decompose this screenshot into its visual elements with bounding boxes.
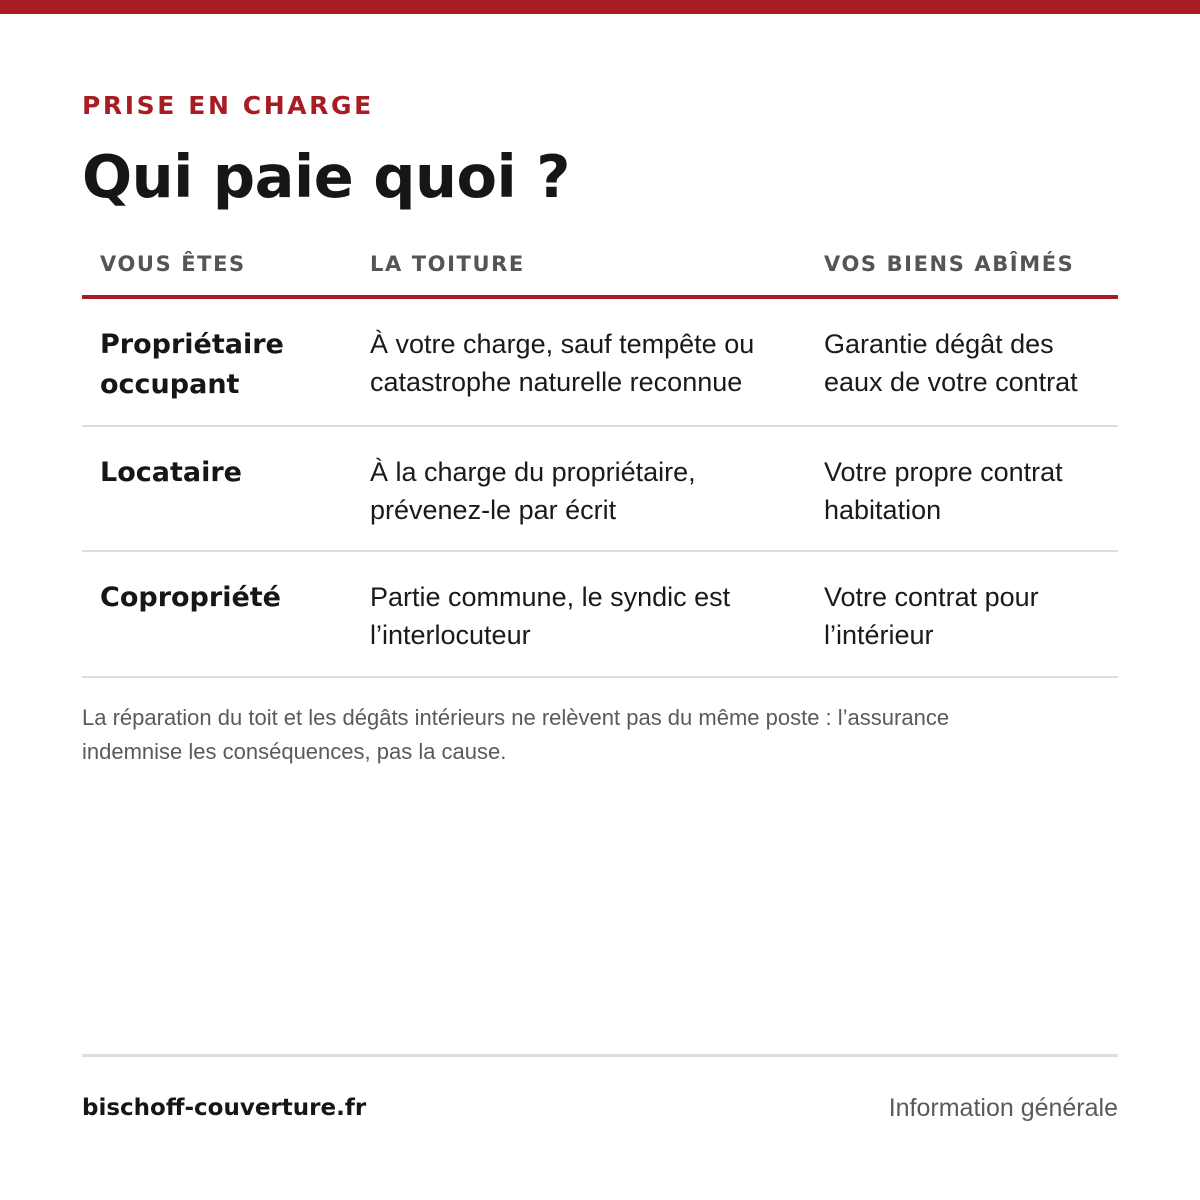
goods-cell <box>824 453 1118 529</box>
profile-cell <box>100 325 350 405</box>
roof-cell <box>370 325 806 401</box>
goods-cell <box>824 578 1118 654</box>
profile-line: occupant <box>100 369 240 400</box>
column-header-profile: VOUS ÊTES <box>100 252 246 276</box>
top-accent-bar <box>0 0 1200 14</box>
column-header-goods: VOS BIENS ABÎMÉS <box>824 252 1075 276</box>
roof-line: prévenez-le par écrit <box>370 495 617 525</box>
website-label: bischoff-couverture.fr <box>82 1095 367 1121</box>
profile-line: Propriétaire <box>100 329 284 360</box>
goods-line: Votre contrat pour <box>824 582 1039 612</box>
goods-line: habitation <box>824 495 942 525</box>
table-row <box>82 427 1118 552</box>
footnote <box>82 701 1118 769</box>
goods-line: Votre propre contrat <box>824 457 1063 487</box>
profile-cell <box>100 578 350 618</box>
table-row <box>82 552 1118 678</box>
profile-cell <box>100 453 350 493</box>
goods-line: l’intérieur <box>824 620 934 650</box>
table-row <box>82 299 1118 427</box>
column-header-roof: LA TOITURE <box>370 252 525 276</box>
goods-line: eaux de votre contrat <box>824 367 1078 397</box>
table-header <box>82 240 1118 299</box>
roof-cell <box>370 578 806 654</box>
goods-line: Garantie dégât des <box>824 329 1054 359</box>
footer-divider <box>82 1054 1118 1057</box>
responsibility-table <box>82 240 1118 678</box>
profile-line: Copropriété <box>100 582 281 613</box>
roof-line: catastrophe naturelle reconnue <box>370 367 743 397</box>
info-label: Information générale <box>888 1094 1118 1122</box>
roof-cell <box>370 453 806 529</box>
roof-line: À votre charge, sauf tempête ou <box>370 329 755 359</box>
footnote-line: indemnise les conséquences, pas la cause. <box>82 739 507 764</box>
roof-line: Partie commune, le syndic est <box>370 582 731 612</box>
page-title: Qui paie quoi ? <box>82 142 571 211</box>
section-eyebrow: PRISE EN CHARGE <box>82 91 374 120</box>
roof-line: l’interlocuteur <box>370 620 531 650</box>
profile-line: Locataire <box>100 457 242 488</box>
roof-line: À la charge du propriétaire, <box>370 457 696 487</box>
goods-cell <box>824 325 1118 401</box>
footnote-line: La réparation du toit et les dégâts intérieurs ne relèvent pas du même poste : l’assurance <box>82 705 950 730</box>
